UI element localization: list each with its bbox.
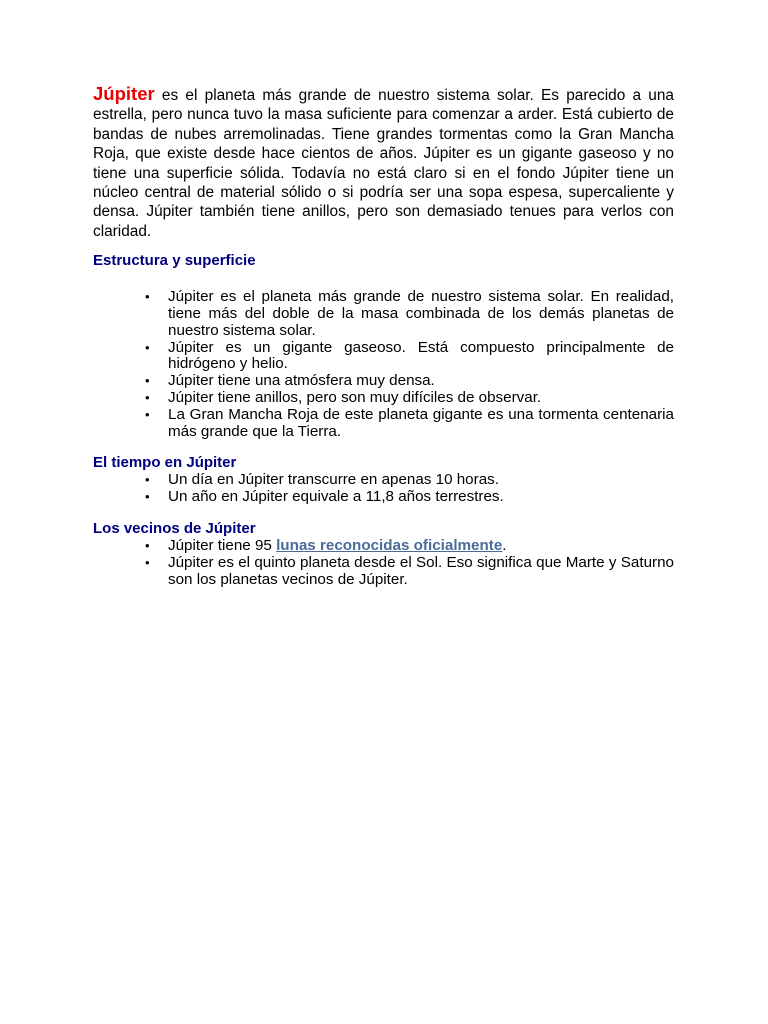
bullet-icon: •	[145, 472, 150, 488]
bullet-icon: •	[145, 390, 150, 406]
list-item-text: Júpiter tiene anillos, pero son muy difíciles de observar.	[168, 389, 542, 407]
list-item	[93, 340, 674, 374]
list-item	[93, 472, 674, 489]
list-item-text: Un día en Júpiter transcurre en apenas 10 horas.	[168, 471, 499, 489]
list-item-text: Júpiter es un gigante gaseoso. Está compuesto principalmente de hidrógeno y helio.	[168, 338, 674, 373]
document-body	[93, 84, 674, 588]
heading-tiempo: El tiempo en Júpiter	[93, 454, 237, 472]
bullet-icon: •	[145, 406, 150, 422]
list-item-text: Un año en Júpiter equivale a 11,8 años terrestres.	[168, 488, 504, 506]
bullet-icon: •	[145, 339, 150, 355]
list-item-text: Júpiter tiene 95	[168, 537, 277, 555]
list-item-text: La Gran Mancha Roja de este planeta gigante es una tormenta centenaria más grande que la Tierra.	[168, 405, 674, 440]
intro-paragraph	[93, 84, 674, 241]
bullet-icon: •	[145, 289, 150, 305]
list-item-text-suffix: .	[502, 537, 507, 555]
heading-vecinos: Los vecinos de Júpiter	[93, 520, 256, 538]
bullet-icon: •	[145, 489, 150, 505]
list-item	[93, 555, 674, 589]
intro-text: es el planeta más grande de nuestro sistema solar. Es parecido a una estrella, pero nunca tuvo la masa suficiente para comenzar a arder. Está cubierto de bandas de nubes arremolinadas. Tiene grandes tormentas como la Gran Mancha Roja, que existe desde hace cientos de años. Júpiter es un gigante gaseoso y no tiene una superficie sólida. Todavía no está claro si en el fondo Júpiter tiene un núcleo central de material sólido o si podría ser una sopa espesa, supercaliente y densa. Júpiter también tiene anillos, pero son demasiado tenues para verlos con claridad.	[93, 87, 674, 240]
bullet-icon: •	[145, 554, 150, 570]
list-item-text: Júpiter es el quinto planeta desde el Sol. Eso significa que Marte y Saturno son los planetas vecinos de Júpiter.	[168, 553, 674, 588]
list-item	[93, 538, 674, 555]
bullet-icon: •	[145, 538, 150, 554]
list-item	[93, 373, 674, 390]
title-word: Júpiter	[93, 83, 155, 104]
list-tiempo	[93, 472, 674, 506]
list-item	[93, 407, 674, 441]
list-item	[93, 289, 674, 339]
list-item-text: Júpiter tiene una atmósfera muy densa.	[168, 372, 435, 390]
list-vecinos	[93, 538, 674, 588]
bullet-icon: •	[145, 373, 150, 389]
moons-link[interactable]: lunas reconocidas oficialmente	[276, 537, 503, 555]
list-item	[93, 390, 674, 407]
list-estructura	[93, 289, 674, 440]
heading-estructura: Estructura y superficie	[93, 252, 256, 270]
list-item-text: Júpiter es el planeta más grande de nuestro sistema solar. En realidad, tiene más del doble de la masa combinada de los demás planetas de nuestro sistema solar.	[168, 288, 674, 339]
list-item	[93, 489, 674, 506]
